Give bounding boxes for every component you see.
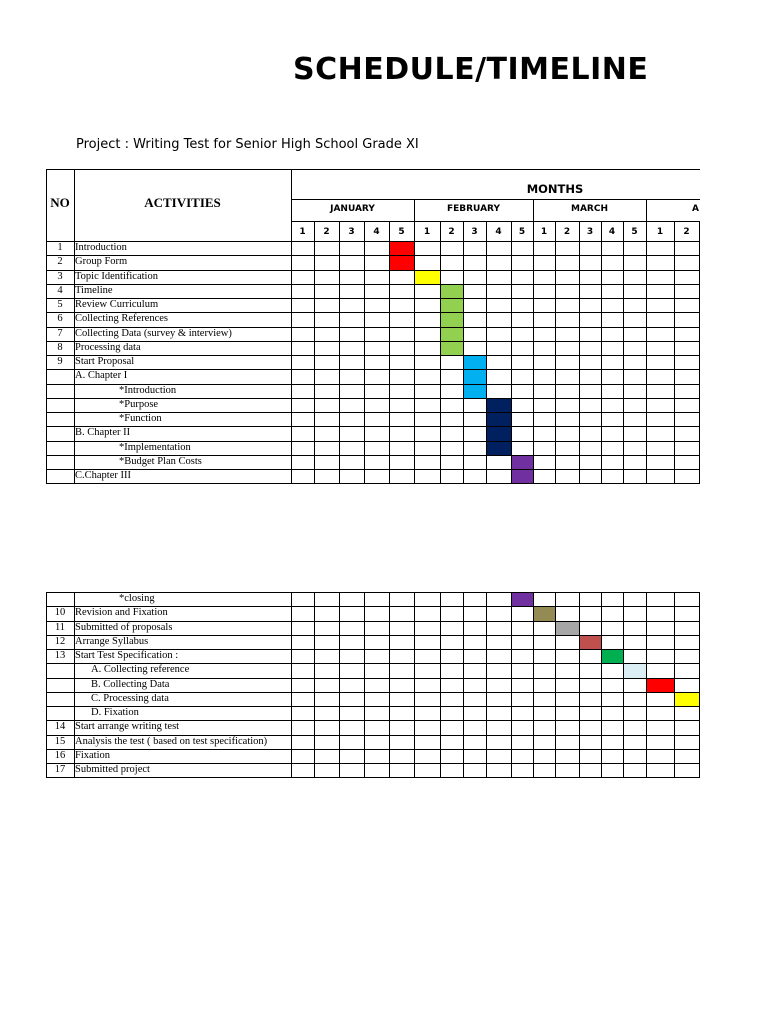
no-header: NO (50, 195, 70, 210)
activity-label: Introduction (75, 242, 127, 253)
gantt-bar (646, 678, 674, 692)
activity-label: *Purpose (119, 398, 159, 410)
week-number: 2 (323, 227, 330, 237)
col-border (623, 592, 624, 778)
gantt-bar (486, 412, 511, 426)
project-line: Project : Writing Test for Senior High School Grade XI (76, 137, 419, 152)
week-number: 5 (518, 227, 526, 237)
activity-label: Collecting Data (survey & interview) (75, 327, 232, 339)
week-number: 3 (471, 227, 478, 237)
col-border (486, 241, 487, 484)
col-border (674, 592, 675, 778)
header-top-border (74, 169, 292, 170)
gantt-bar (579, 635, 601, 649)
col-border (511, 592, 512, 778)
gantt-bar (463, 369, 486, 383)
week-number: 2 (683, 227, 690, 237)
col-border (601, 241, 602, 484)
page-title: SCHEDULE/TIMELINE (293, 52, 649, 87)
col-border (601, 592, 602, 778)
activity-label: D. Fixation (91, 707, 139, 718)
row-number: 5 (57, 299, 63, 310)
row-number: 8 (57, 341, 63, 353)
week-number: 4 (608, 227, 616, 237)
gantt-bar (440, 341, 463, 355)
col-border (389, 241, 390, 484)
activity-label: Revision and Fixation (75, 607, 168, 619)
week-number: 5 (631, 227, 638, 237)
header-top-border (46, 169, 75, 170)
gantt-bar (463, 384, 486, 398)
week-number: 1 (299, 227, 306, 237)
col-border (364, 241, 365, 484)
month-label: JANUARY (330, 204, 375, 214)
col-border (533, 592, 534, 778)
row-number: 7 (57, 327, 63, 339)
gantt-bar (486, 426, 511, 440)
month-label: FEBRUARY (446, 204, 501, 214)
months-header: MONTHS (526, 182, 584, 196)
row-number: 1 (57, 242, 63, 253)
col-border (46, 241, 47, 484)
col-border (414, 241, 415, 484)
week-number: 1 (656, 227, 664, 237)
week-number: 1 (540, 227, 548, 237)
activity-label: Start Proposal (75, 356, 135, 367)
gantt-bar (601, 649, 623, 663)
gantt-bar (511, 455, 533, 469)
col-border (339, 241, 340, 484)
row-number: 2 (57, 256, 63, 268)
week-number: 5 (398, 227, 405, 237)
col-border (291, 592, 292, 778)
gantt-bar (389, 255, 414, 269)
row-number: 17 (54, 764, 66, 775)
col-border (463, 592, 464, 778)
gantt-bar (440, 298, 463, 312)
month-label: MARCH (571, 204, 608, 214)
week-number: 4 (495, 227, 502, 237)
activity-label: Start arrange writing test (75, 721, 180, 733)
activity-label: B. Collecting Data (91, 678, 170, 690)
row-number: 16 (54, 749, 66, 761)
col-border (46, 592, 47, 778)
week-number: 3 (586, 227, 594, 237)
col-border (579, 241, 580, 484)
week-number: 2 (563, 227, 571, 237)
col-border (579, 592, 580, 778)
activity-label: Start Test Specification : (75, 650, 179, 661)
row-number: 6 (57, 313, 63, 325)
col-border (486, 592, 487, 778)
activity-label: Review Curriculum (75, 299, 159, 310)
activity-label: Submitted project (75, 764, 150, 775)
row-number: 13 (54, 650, 66, 661)
gantt-bar (674, 692, 699, 706)
row-number: 3 (57, 270, 63, 282)
col-border (674, 241, 675, 484)
col-border (364, 592, 365, 778)
month-label: A (692, 204, 699, 214)
col-border (440, 241, 441, 484)
gantt-bar (486, 441, 511, 455)
activity-label: *Introduction (119, 384, 177, 396)
col-border (314, 592, 315, 778)
col-border (314, 241, 315, 484)
activity-label: Collecting References (75, 313, 169, 325)
col-border (440, 592, 441, 778)
header-top-border (291, 169, 700, 170)
row-number: 9 (57, 356, 63, 367)
gantt-bar (389, 241, 414, 255)
row-number: 10 (54, 607, 66, 619)
gantt-bar (440, 284, 463, 298)
gantt-bar (533, 606, 555, 620)
col-border (291, 241, 292, 484)
col-border (414, 592, 415, 778)
week-divider (699, 221, 700, 242)
activity-label: C.Chapter III (75, 470, 131, 481)
activity-label: Arrange Syllabus (75, 635, 149, 647)
activity-label: Submitted of proposals (75, 621, 173, 633)
row-number: 11 (54, 621, 66, 633)
row-number: 15 (54, 735, 66, 747)
row-number: 12 (54, 635, 66, 647)
activity-label: B. Chapter II (75, 427, 131, 439)
activity-label: Group Form (75, 256, 128, 268)
col-border (74, 592, 75, 778)
gantt-bar (555, 621, 579, 635)
col-border (555, 241, 556, 484)
activity-label: *Function (119, 413, 162, 424)
gantt-bar (623, 663, 646, 677)
gantt-bar (511, 592, 533, 606)
activity-label: *Budget Plan Costs (119, 455, 202, 467)
gantt-bar (511, 469, 533, 483)
activities-header: ACTIVITIES (144, 195, 221, 210)
week-number: 4 (373, 227, 380, 237)
activity-label: Processing data (75, 341, 141, 353)
activity-label: Topic Identification (75, 270, 158, 282)
activity-label: A. Chapter I (75, 370, 128, 382)
row-number: 14 (54, 721, 66, 733)
col-border (623, 241, 624, 484)
col-border (74, 241, 75, 484)
col-border (339, 592, 340, 778)
activity-label: C. Processing data (91, 692, 169, 704)
gantt-bar (440, 327, 463, 341)
activity-label: Analysis the test ( based on test specification) (75, 735, 268, 747)
row-number: 4 (57, 284, 63, 296)
activity-label: Fixation (75, 749, 111, 761)
gantt-bar (486, 398, 511, 412)
col-border (463, 241, 464, 484)
col-border (511, 241, 512, 484)
week-number: 3 (348, 227, 355, 237)
activity-label: A. Collecting reference (91, 664, 190, 676)
activity-label: *closing (119, 593, 155, 604)
col-border (389, 592, 390, 778)
gantt-bar (414, 270, 440, 284)
col-border (646, 241, 647, 484)
col-border (646, 592, 647, 778)
gantt-bar (440, 312, 463, 326)
col-border (533, 241, 534, 484)
week-number: 1 (423, 227, 431, 237)
activity-label: *Implementation (119, 441, 191, 453)
activity-label: Timeline (75, 284, 113, 296)
gantt-bar (463, 355, 486, 369)
col-border (555, 592, 556, 778)
week-number: 2 (448, 227, 455, 237)
col-border (699, 241, 700, 484)
col-border (699, 592, 700, 778)
